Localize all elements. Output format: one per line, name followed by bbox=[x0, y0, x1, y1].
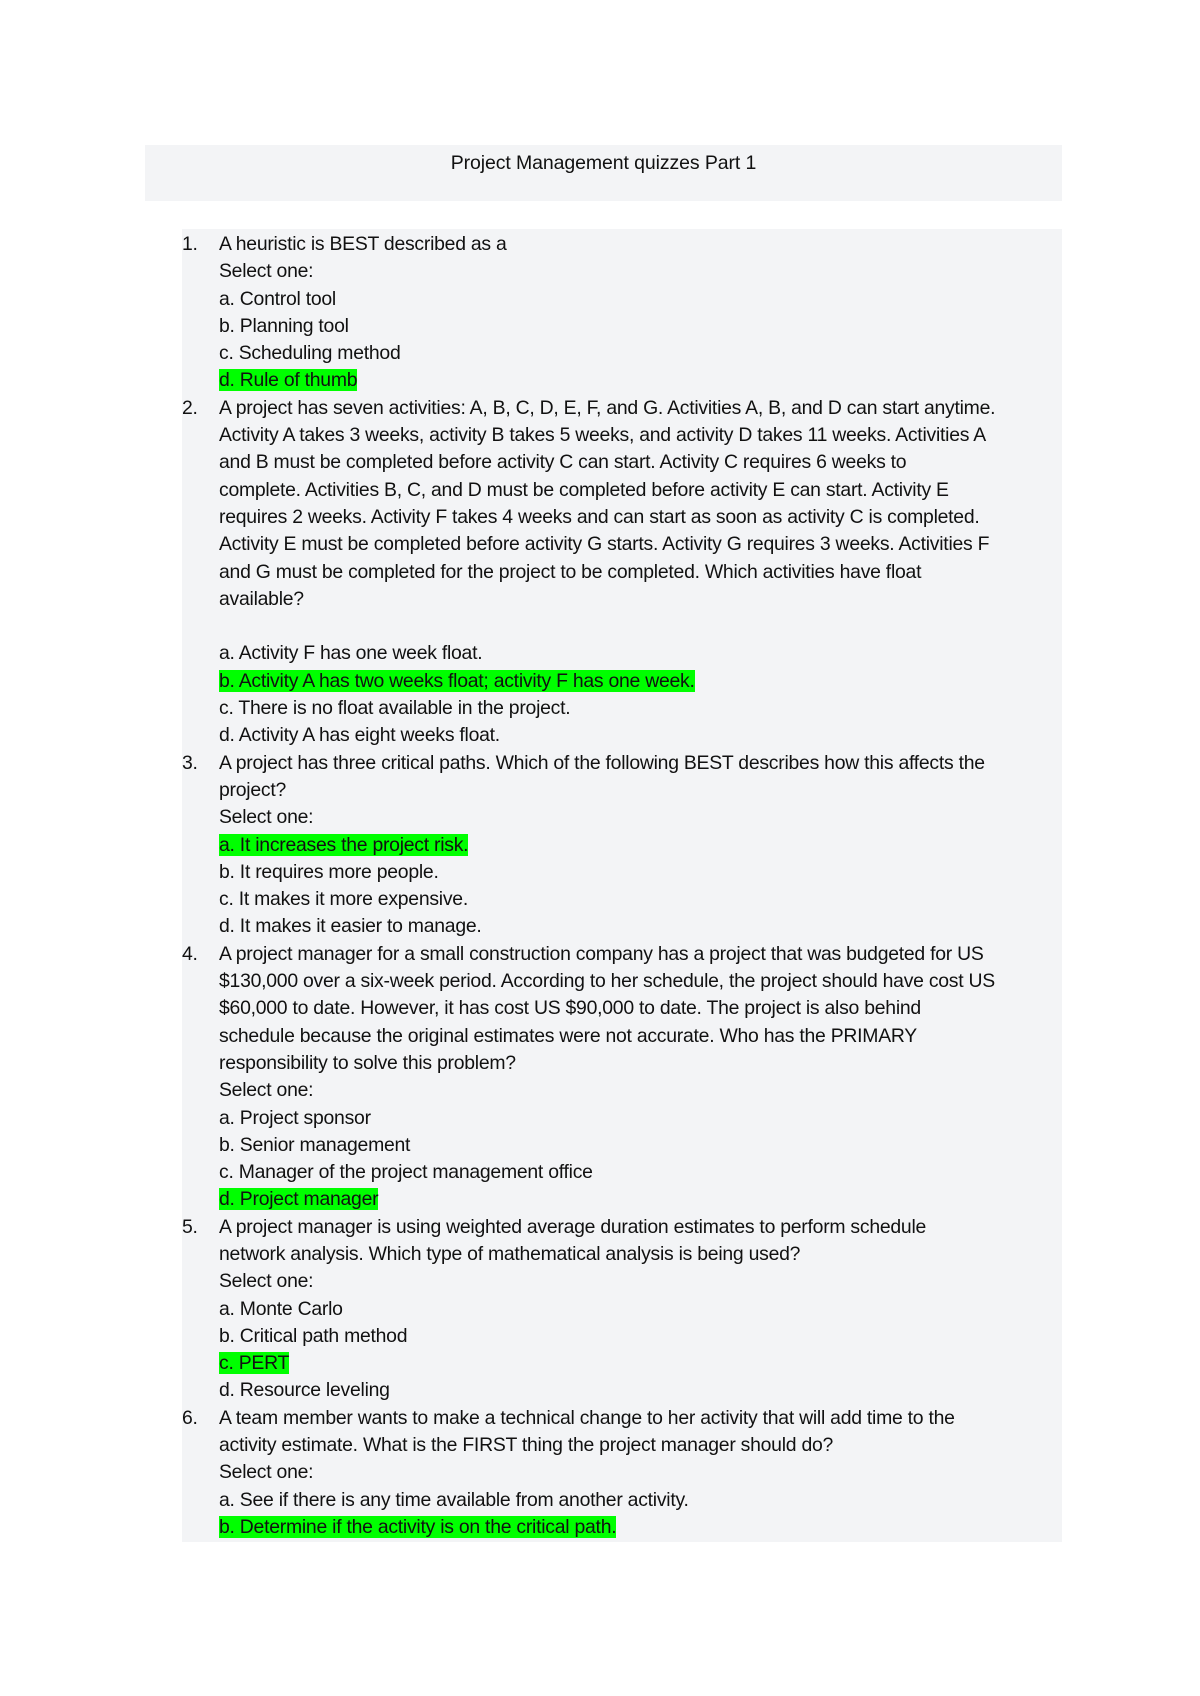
answer-option bbox=[219, 286, 1060, 313]
blank-line bbox=[219, 613, 1060, 640]
highlighted-answer-text: c. PERT bbox=[219, 1352, 290, 1375]
question-3 bbox=[182, 750, 1062, 941]
question-text bbox=[219, 231, 1060, 258]
answer-text: a. Project sponsor bbox=[219, 1106, 371, 1129]
highlighted-answer-text: a. It increases the project risk. bbox=[219, 833, 469, 856]
title-band bbox=[145, 145, 1062, 201]
question-number: 6. bbox=[182, 1406, 198, 1429]
answer-text: a. Control tool bbox=[219, 287, 336, 310]
answer-option bbox=[219, 640, 1060, 667]
answer-text: a. Activity F has one week float. bbox=[219, 642, 483, 665]
answer-text: b. Planning tool bbox=[219, 314, 349, 337]
question-text-line: $130,000 over a six-week period. According to her schedule, the project should have cost US bbox=[219, 970, 995, 993]
answer-option bbox=[219, 340, 1060, 367]
question-text-line: A project has three critical paths. Which of the following BEST describes how this affects the bbox=[219, 751, 985, 774]
answer-text: a. See if there is any time available from another activity. bbox=[219, 1488, 689, 1511]
answer-text: a. Monte Carlo bbox=[219, 1297, 343, 1320]
question-text-line: Activity E must be completed before activity G starts. Activity G requires 3 weeks. Activities F bbox=[219, 533, 990, 556]
answer-option bbox=[219, 313, 1060, 340]
answer-text: c. There is no float available in the project. bbox=[219, 697, 571, 720]
question-2 bbox=[182, 395, 1062, 750]
question-number: 5. bbox=[182, 1215, 198, 1238]
highlighted-answer-text: b. Determine if the activity is on the critical path. bbox=[219, 1515, 617, 1538]
answer-option-correct bbox=[219, 668, 1060, 695]
question-text-line: and G must be completed for the project to be completed. Which activities have float bbox=[219, 560, 922, 583]
answer-option bbox=[219, 859, 1060, 886]
question-text-line: complete. Activities B, C, and D must be completed before activity E can start. Activity E bbox=[219, 478, 949, 501]
document-title: Project Management quizzes Part 1 bbox=[450, 152, 757, 174]
question-text-line: A project manager is using weighted average duration estimates to perform schedule bbox=[219, 1215, 927, 1238]
question-4 bbox=[182, 941, 1062, 1214]
answer-option bbox=[219, 1377, 1060, 1404]
select-one-prompt: Select one: bbox=[219, 260, 314, 283]
answer-text: c. Manager of the project management office bbox=[219, 1161, 593, 1184]
answer-option bbox=[219, 913, 1060, 940]
answer-text: c. Scheduling method bbox=[219, 342, 401, 365]
question-text-line: A project manager for a small construction company has a project that was budgeted for US bbox=[219, 942, 984, 965]
question-text-line: activity estimate. What is the FIRST thing the project manager should do? bbox=[219, 1434, 834, 1457]
question-number: 1. bbox=[182, 233, 198, 255]
answer-option-correct bbox=[219, 367, 1060, 394]
question-text-line: project? bbox=[219, 778, 286, 801]
question-text bbox=[219, 750, 1060, 805]
question-text-line: A project has seven activities: A, B, C, D, E, F, and G. Activities A, B, and D can start anytime. bbox=[219, 396, 996, 419]
select-one-prompt: Select one: bbox=[219, 1079, 314, 1102]
answer-option bbox=[219, 1487, 1060, 1514]
question-text-line: requires 2 weeks. Activity F takes 4 weeks and can start as soon as activity C is completed. bbox=[219, 505, 980, 528]
question-list bbox=[182, 231, 1062, 1541]
answer-option bbox=[219, 1296, 1060, 1323]
answer-option bbox=[219, 722, 1060, 749]
answer-text: d. It makes it easier to manage. bbox=[219, 915, 482, 938]
question-text-line: $60,000 to date. However, it has cost US $90,000 to date. The project is also behind bbox=[219, 997, 921, 1020]
answer-option bbox=[219, 886, 1060, 913]
highlighted-answer-text: d. Project manager bbox=[219, 1188, 379, 1211]
question-6 bbox=[182, 1405, 1062, 1541]
question-number: 3. bbox=[182, 751, 198, 774]
question-number: 4. bbox=[182, 942, 198, 965]
question-text-line: schedule because the original estimates were not accurate. Who has the PRIMARY bbox=[219, 1024, 917, 1047]
answer-option bbox=[219, 1132, 1060, 1159]
question-5 bbox=[182, 1214, 1062, 1405]
question-text-line: A heuristic is BEST described as a bbox=[219, 233, 507, 255]
answer-text: b. Critical path method bbox=[219, 1324, 408, 1347]
select-one-prompt: Select one: bbox=[219, 806, 314, 829]
answer-option bbox=[219, 695, 1060, 722]
question-text bbox=[219, 941, 1060, 1077]
answer-option-correct bbox=[219, 1186, 1060, 1213]
select-one-prompt: Select one: bbox=[219, 1461, 314, 1484]
question-text bbox=[219, 395, 1060, 613]
question-text bbox=[219, 1405, 1060, 1460]
question-1 bbox=[182, 231, 1062, 395]
answer-option-correct bbox=[219, 1350, 1060, 1377]
answer-text: b. It requires more people. bbox=[219, 860, 439, 883]
answer-text: d. Activity A has eight weeks float. bbox=[219, 724, 500, 747]
answer-option bbox=[219, 1159, 1060, 1186]
question-text-line: and B must be completed before activity C can start. Activity C requires 6 weeks to bbox=[219, 451, 907, 474]
answer-option-correct bbox=[219, 832, 1060, 859]
question-number: 2. bbox=[182, 396, 198, 419]
answer-text: d. Resource leveling bbox=[219, 1379, 390, 1402]
highlighted-answer-text: d. Rule of thumb bbox=[219, 369, 358, 392]
question-text-line: Activity A takes 3 weeks, activity B takes 5 weeks, and activity D takes 11 weeks. Activities A bbox=[219, 424, 986, 447]
select-one-prompt: Select one: bbox=[219, 1270, 314, 1293]
answer-text: c. It makes it more expensive. bbox=[219, 888, 468, 911]
answer-option bbox=[219, 1105, 1060, 1132]
answer-option-correct bbox=[219, 1514, 1060, 1541]
question-text-line: responsibility to solve this problem? bbox=[219, 1051, 516, 1074]
question-text-line: available? bbox=[219, 587, 304, 610]
answer-text: b. Senior management bbox=[219, 1133, 411, 1156]
highlighted-answer-text: b. Activity A has two weeks float; activity F has one week. bbox=[219, 669, 695, 692]
question-text-line: network analysis. Which type of mathematical analysis is being used? bbox=[219, 1242, 801, 1265]
answer-option bbox=[219, 1323, 1060, 1350]
question-text bbox=[219, 1214, 1060, 1269]
question-text-line: A team member wants to make a technical change to her activity that will add time to the bbox=[219, 1406, 955, 1429]
